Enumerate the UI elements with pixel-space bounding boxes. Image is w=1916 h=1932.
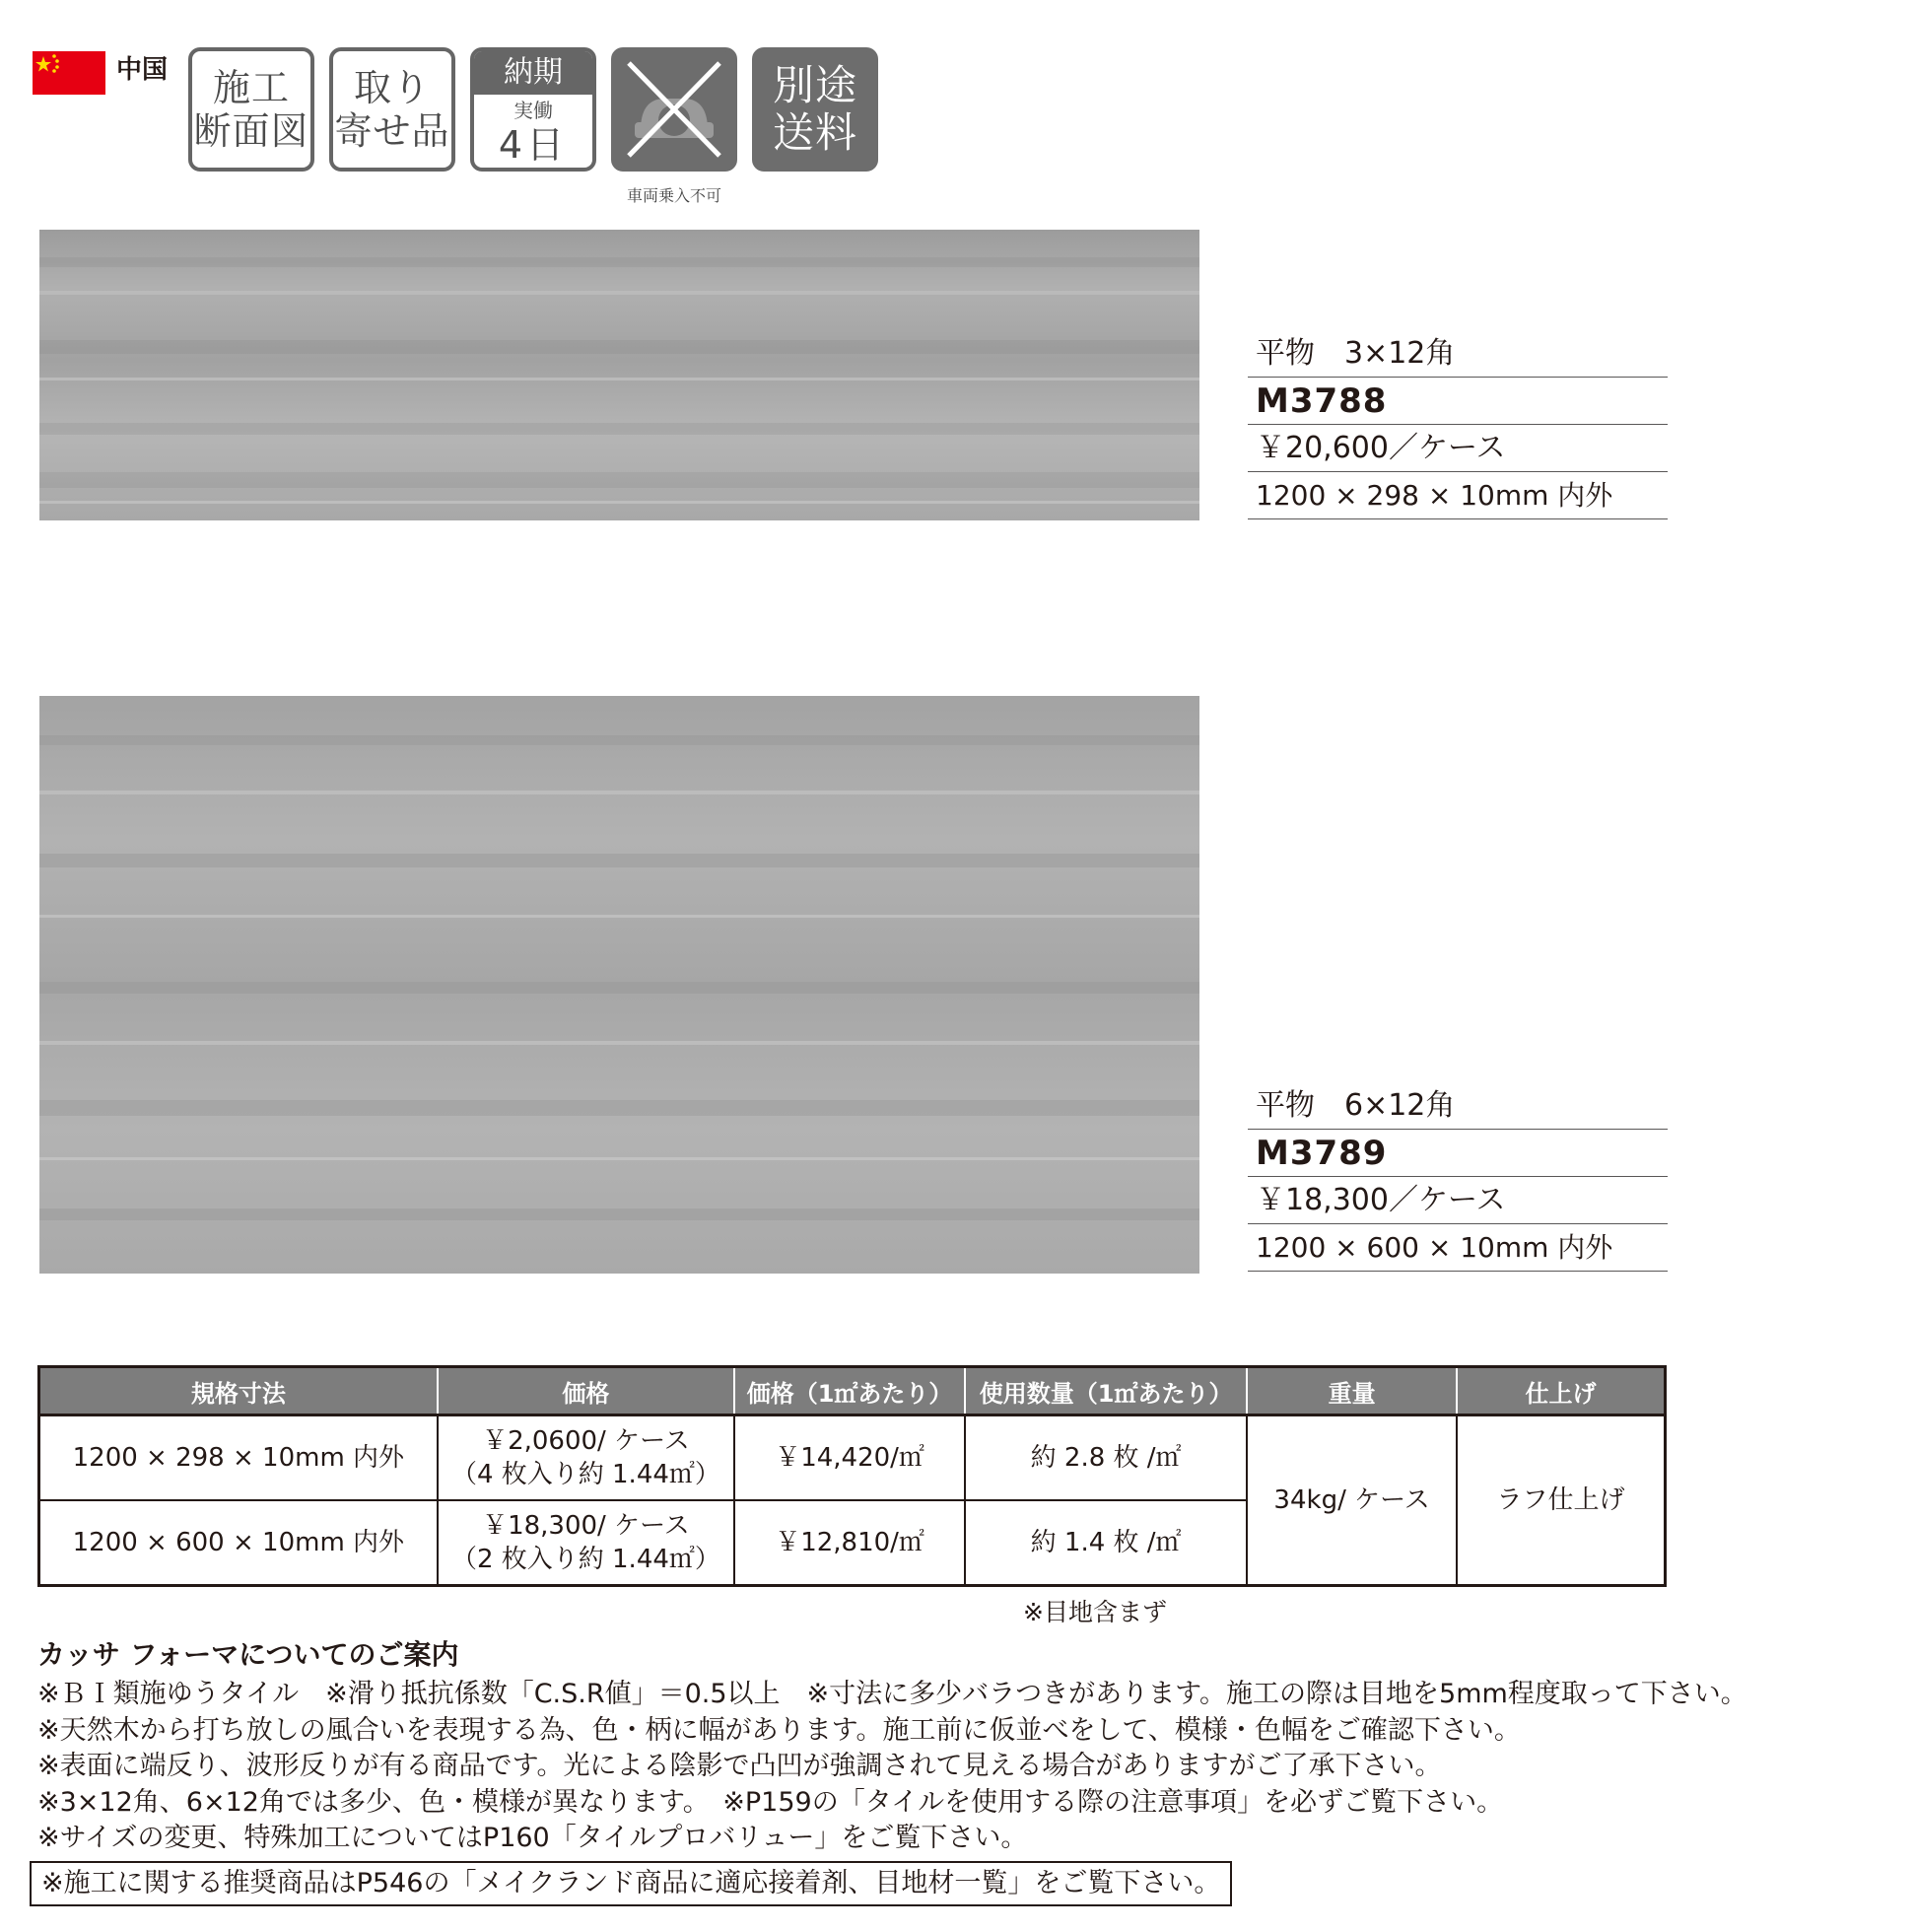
delivery-sub: 実働: [513, 99, 553, 122]
special-order-badge: [329, 47, 455, 172]
product-info-m3788: [1248, 330, 1668, 519]
product-shape: 平物 3×12角: [1248, 330, 1668, 378]
header-finish: 仕上げ: [1457, 1367, 1666, 1415]
product-code: M3788: [1248, 378, 1668, 425]
cell-price-per-m2: ￥14,420/㎡: [734, 1415, 965, 1501]
header-size: 規格寸法: [39, 1367, 438, 1415]
recommended-products-note: ※施工に関する推奨商品はP546の「メイクランド商品に適応接着剤、目地材一覧」をご覧下さい。: [30, 1861, 1232, 1906]
section-drawing-badge: [188, 47, 314, 172]
cell-size: 1200 × 600 × 10mm 内外: [39, 1500, 438, 1586]
guide-title: カッサ フォーマについてのご案内: [37, 1638, 459, 1671]
price-line: （4 枚入り約 1.44㎡）: [450, 1460, 720, 1489]
product-info-m3789: [1248, 1082, 1668, 1272]
table-header-row: [39, 1367, 1666, 1415]
cell-weight: 34kg/ ケース: [1247, 1415, 1457, 1586]
note-line: ※3×12角、6×12角では多少、色・模様が異なります。 ※P159の「タイルを使用する際の注意事項」を必ずご覧下さい。: [37, 1786, 1504, 1818]
badge-line: 施工: [212, 66, 290, 109]
cell-price: [438, 1415, 735, 1501]
header-usage: 使用数量（1㎡あたり）: [965, 1367, 1247, 1415]
badge-line: 送料: [772, 108, 857, 157]
tile-image-m3789: [39, 696, 1199, 1274]
delivery-title: 納期: [474, 51, 592, 95]
guide-notes: [37, 1677, 1890, 1857]
product-price: ￥20,600／ケース: [1248, 425, 1668, 472]
product-size: 1200 × 600 × 10mm 内外: [1248, 1224, 1668, 1272]
table-footnote: ※目地含まず: [1023, 1598, 1167, 1626]
no-vehicle-icon: [611, 47, 737, 172]
cell-finish: ラフ仕上げ: [1457, 1415, 1666, 1586]
tile-image-m3788: [39, 230, 1199, 520]
cell-usage: 約 2.8 枚 /㎡: [965, 1415, 1247, 1501]
product-size: 1200 × 298 × 10mm 内外: [1248, 472, 1668, 519]
note-line: ※サイズの変更、特殊加工についてはP160「タイルプロバリュー」をご覧下さい。: [37, 1823, 1028, 1853]
table-row: [39, 1415, 1666, 1501]
china-flag-icon: [33, 51, 105, 95]
product-code: M3789: [1248, 1130, 1668, 1177]
separate-shipping-badge: [752, 47, 878, 172]
price-line: （2 枚入り約 1.44㎡）: [450, 1545, 720, 1574]
no-vehicle-caption: 車両乗入不可: [626, 186, 721, 205]
badge-line: 寄せ品: [334, 109, 450, 153]
header-price-per-m2: 価格（1㎡あたり）: [734, 1367, 965, 1415]
delivery-badge: [470, 47, 596, 172]
note-line: ※ＢＩ類施ゆうタイル ※滑り抵抗係数「C.S.R値」＝0.5以上 ※寸法に多少バラつきがあります。施工の際は目地を5mm程度取って下さい。: [37, 1679, 1747, 1709]
badge-line: 断面図: [193, 109, 309, 153]
cell-usage: 約 1.4 枚 /㎡: [965, 1500, 1247, 1586]
note-line: ※天然木から打ち放しの風合いを表現する為、色・柄に幅があります。施工前に仮並べをして、模様・色幅をご確認下さい。: [37, 1714, 1521, 1746]
spec-table: [37, 1365, 1667, 1587]
product-price: ￥18,300／ケース: [1248, 1177, 1668, 1224]
cell-price: [438, 1500, 735, 1586]
header-price: 価格: [438, 1367, 735, 1415]
cell-size: 1200 × 298 × 10mm 内外: [39, 1415, 438, 1501]
note-line: ※表面に端反り、波形反りが有る商品です。光による陰影で凸凹が強調されて見える場合がありますがご了承下さい。: [37, 1751, 1442, 1781]
country-label: 中国: [116, 55, 169, 85]
product-shape: 平物 6×12角: [1248, 1082, 1668, 1130]
price-line: ￥2,0600/ ケース: [482, 1426, 690, 1456]
price-line: ￥18,300/ ケース: [482, 1511, 690, 1541]
badge-line: 別途: [772, 61, 857, 109]
delivery-days: 4日: [498, 123, 569, 167]
header-weight: 重量: [1247, 1367, 1457, 1415]
cell-price-per-m2: ￥12,810/㎡: [734, 1500, 965, 1586]
badge-line: 取り: [353, 66, 431, 109]
